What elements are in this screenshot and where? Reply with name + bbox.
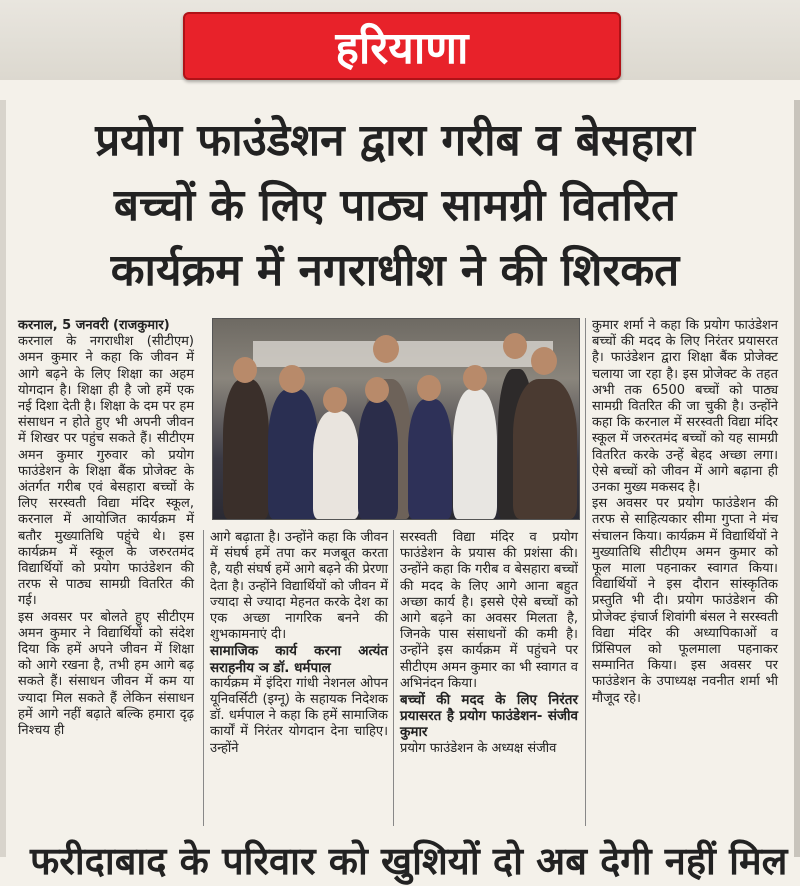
headline-line-1: प्रयोग फाउंडेशन द्वारा गरीब व बेसहारा [95, 115, 695, 166]
col3-paragraph-2: प्रयोग फाउंडेशन के अध्यक्ष संजीव [400, 740, 557, 756]
col2-paragraph-2: कार्यक्रम में इंदिरा गांधी नेशनल ओपन यूनिवर्सिटी (इग्नू) के सहायक निदेशक डॉ. धर्मपाल ने कहा कि हमें सामाजिक कार्यों में निरंतर योगदान देना चाहिए। उन्होंने [210, 675, 388, 756]
col3-paragraph-1: सरस्वती विद्या मंदिर व प्रयोग फाउंडेशन के प्रयास की प्रशंसा की। उन्होंने कहा कि गरीब व बेसहारा बच्चों की मदद के लिए आगे आना बहुत अच्छा कार्य है। इससे ऐसे बच्चों को आगे बढ़ने का अवसर मिलता है, जिनके पास संसाधनों की कमी है। उन्होंने इस कार्यक्रम में पहुंचने पर सीटीएम अमन कुमार का भी स्वागत व अभिनंदन किया। [400, 530, 578, 691]
col4-paragraph-1: कुमार शर्मा ने कहा कि प्रयोग फाउंडेशन बच्चों की मदद के लिए निरंतर प्रयासरत है। फाउंडेशन द्वारा शिक्षा बैंक प्रोजेक्ट चलाया जा रहा है। इस प्रोजेक्ट के तहत अभी तक 6500 बच्चों को पाठ्य सामग्री वितरित की जा चुकी है। उन्होंने कहा कि करनाल में सरस्वती विद्या मंदिर स्कूल में जरुरतमंद बच्चों को यह सामग्री वितरित करके उन्हें बेहद अच्छा लगा। ऐसे बच्चों को जीवन में आगे बढ़ाना ही उनका मुख्य मकसद है। [592, 318, 778, 496]
col2-subhead: सामाजिक कार्य करना अत्यंत सराहनीय ञ डॉ. धर्मपाल [210, 643, 388, 676]
headline-line-3: कार्यक्रम में नगराधीश ने की शिरकत [110, 245, 680, 296]
headline-line-2: बच्चों के लिए पाठ्य सामग्री वितरित [113, 180, 677, 231]
dateline: करनाल, 5 जनवरी (राजकुमार) [18, 318, 170, 333]
section-label: हरियाणा [183, 12, 621, 80]
col1-paragraph-1: करनाल के नगराधीश (सीटीएम) अमन कुमार ने कहा कि जीवन में आगे बढ़ने के लिए शिक्षा का अहम योगदान है। शिक्षा ही है जो हमें एक नई दिशा देती है। शिक्षा के दम पर हम संसाधन न होते हुए भी अपनी जीवन में शिखर पर पहुंच सकते हैं। सीटीएम अमन कुमार गुरुवार को प्रयोग फाउंडेशन के शिक्षा बैंक प्रोजेक्ट के अंतर्गत गरीब एवं बेसहारा बच्चों के लिए सरस्वती विद्या मंदिर स्कूल, करनाल में आयोजित कार्यक्रम में बतौर मुख्यातिथि पहुंचे थे। इस कार्यक्रम में स्कूल के जरुरतमंद विद्यार्थियों को प्रयोग फाउंडेशन की तरफ से पाठ्य सामग्री वितरित की गई। [18, 334, 194, 609]
col3-subhead: बच्चों की मदद के लिए निरंतर प्रयासरत है प्रयोग फाउंडेशन- संजीव कुमार [400, 692, 578, 741]
column-rule-1 [203, 530, 204, 826]
column-rule-3 [585, 318, 586, 826]
right-margin [794, 100, 800, 857]
news-photo [212, 318, 580, 520]
col2-paragraph-1: आगे बढ़ाता है। उन्होंने कहा कि जीवन में संघर्ष हमें तपा कर मजबूत करता है, यही संघर्ष हमें आगे बढ़ने की प्रेरणा देता है। उन्होंने विद्यार्थियों को जीवन में ज्यादा से ज्यादा मेहनत करके देश का एक अच्छा नागरिक बनने की शुभकामनाएं दी। [210, 530, 388, 643]
column-rule-2 [393, 530, 394, 826]
col1-paragraph-2: इस अवसर पर बोलते हुए सीटीएम अमन कुमार ने विद्यार्थियों को संदेश दिया कि हमें अपने जीवन में शिक्षा को आगे रखना है, तभी हम आगे बढ़ सकते हैं। संसाधन जीवन में कम या ज्यादा मिल सकते हैं लेकिन संसाधन हमें आगे नहीं बढ़ाते बल्कि हमारा दृढ़ निश्चय ही [18, 609, 194, 739]
article-column-3 [400, 530, 578, 757]
next-article-headline-strip [0, 830, 800, 883]
article-column-1 [18, 318, 194, 739]
next-article-headline: फरीदाबाद के परिवार को खुशियों दो अब देगी नहीं मिल [30, 839, 788, 883]
article-column-2 [210, 530, 388, 757]
headline [0, 108, 790, 303]
article-column-4 [592, 318, 778, 707]
col4-paragraph-2: इस अवसर पर प्रयोग फाउंडेशन की तरफ से साहित्यकार सीमा गुप्ता ने मंच संचालन किया। कार्यक्रम में विद्यार्थियों ने मुख्यातिथि सीटीएम अमन कुमार को फूल माला पहनाकर स्वागत किया। विद्यार्थियों ने इस दौरान सांस्कृतिक प्रस्तुति भी दी। प्रयोग फाउंडेशन की प्रोजेक्ट इंचार्ज शिवांगी बंसल ने सरस्वती विद्या मंदिर की अध्यापिकाओं व प्रिंसिपल को फूलमाला पहनाकर सम्मानित किया। इस अवसर पर फाउंडेशन के उपाध्यक्ष नवनीत शर्मा भी मौजूद रहे। [592, 496, 778, 706]
